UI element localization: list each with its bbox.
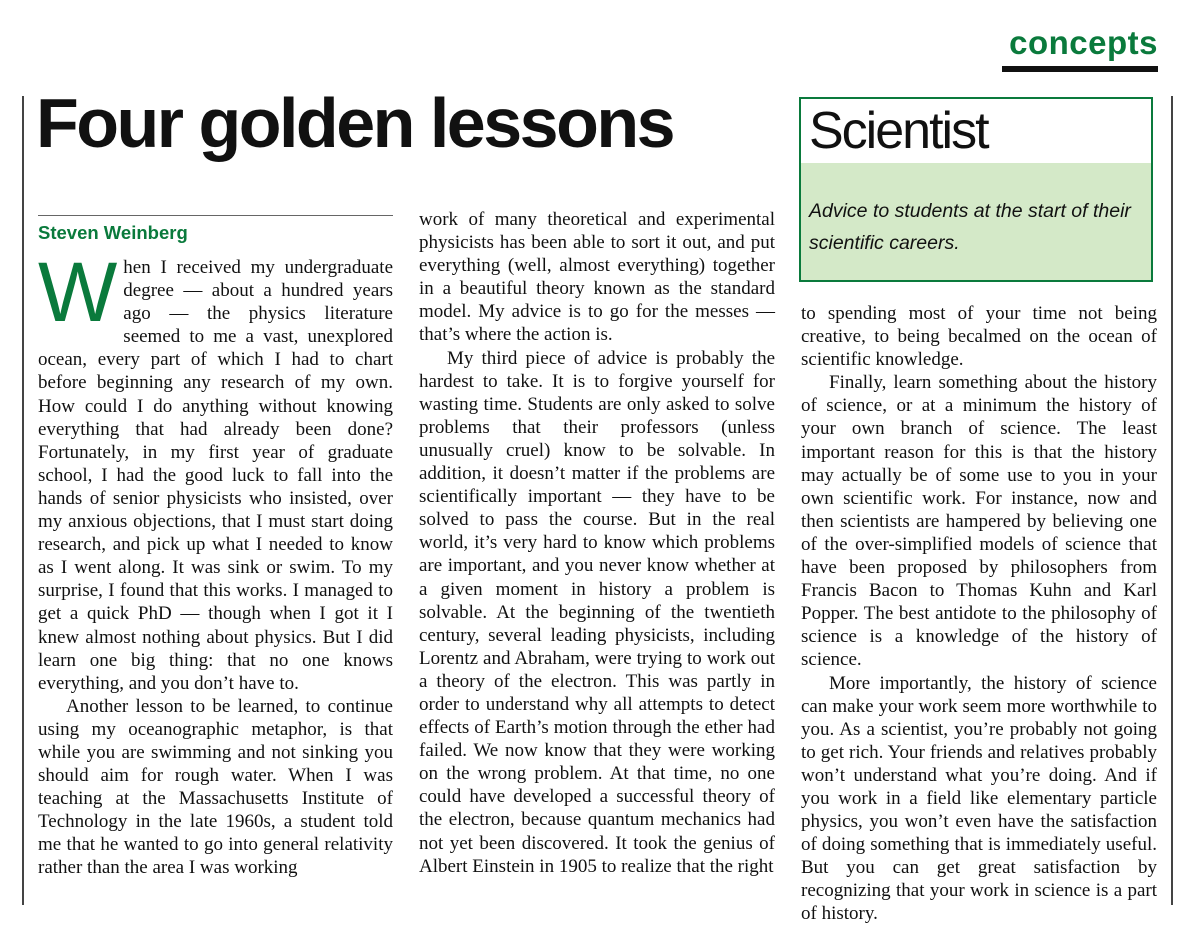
sidebar-subtitle: Advice to students at the start of their scientific careers. bbox=[809, 200, 1131, 254]
paragraph bbox=[38, 245, 393, 695]
paragraph: More importantly, the history of science can make your work seem more worthwhile to you. As a scientist, you’re probably not going to get rich. Your friends and relatives probably won’t understand what you’re doing. And if you work in a field like elementary particle physics, you won’t even have the satisfaction of doing something that is immediately useful. But you can get great satisfaction by recognizing that your work in science is a part of history. bbox=[801, 672, 1157, 925]
sidebar-box bbox=[799, 97, 1153, 282]
sidebar-title: Scientist bbox=[809, 102, 988, 160]
drop-cap: W bbox=[38, 245, 118, 339]
text-column-3 bbox=[801, 302, 1157, 926]
paragraph-text: hen I received my undergraduate degree — about a hundred years ago — the physics literature seemed to me a vast, unexplored ocean, every part of which I had to chart before beginning any research of my own. How could I do anything without knowing everything that had already been done? Fortunately, in my first year of graduate school, I had the good luck to fall into the hands of senior physicists who insisted, over my anxious objections, that I must start doing research, and pick up what I needed to know as I went along. It was sink or swim. To my surprise, I found that this works. I managed to get a quick PhD — though when I got it I knew almost nothing about physics. But I did learn one big thing: that no one knows everything, and you don’t have to. bbox=[38, 257, 393, 694]
left-column-rule bbox=[22, 96, 24, 905]
paragraph: Finally, learn something about the history of science, or at a minimum the history of your own branch of science. The least important reason for this is that the history may actually be of some use to you in your own scientific work. For instance, now and then scientists are hampered by believing one of the over-simplified models of science that have been proposed by philosophers from Francis Bacon to Thomas Kuhn and Karl Popper. The best antidote to the philosophy of science is a knowledge of the history of science. bbox=[801, 372, 1157, 671]
author-byline: Steven Weinberg bbox=[38, 222, 188, 243]
text-column-1 bbox=[38, 245, 393, 880]
paragraph: to spending most of your time not being creative, to being becalmed on the ocean of scientific knowledge. bbox=[801, 303, 1157, 371]
text-column-2 bbox=[419, 208, 775, 878]
section-label-rule bbox=[1002, 66, 1158, 72]
byline-rule bbox=[38, 215, 393, 216]
section-label: concepts bbox=[1009, 24, 1158, 61]
paragraph: My third piece of advice is probably the hardest to take. It is to forgive yourself for wasting time. Students are only asked to solve problems that their professors (unless unusually cruel) know to be solvable. In addition, it doesn’t matter if the problems are scientifically important — they have to be solved to pass the course. But in the real world, it’s very hard to know which problems are important, and you never know whether at a given moment in history a problem is solvable. At the beginning of the twentieth century, several leading physicists, including Lorentz and Abraham, were trying to work out a theory of the electron. This was partly in order to understand why all attempts to detect effects of Earth’s motion through the ether had failed. We now know that they were working on the wrong problem. At that time, no one could have developed a successful theory of the electron, because quantum mechanics had not yet been discovered. It took the genius of Albert Einstein in 1905 to realize that the right bbox=[419, 347, 775, 877]
right-column-rule bbox=[1171, 96, 1173, 905]
paragraph: work of many theoretical and experimental physicists has been able to sort it out, and put everything (well, almost everything) together in a beautiful theory known as the standard model. My advice is to go for the messes — that’s where the action is. bbox=[419, 209, 775, 346]
article-title: Four golden lessons bbox=[36, 84, 674, 162]
paragraph: Another lesson to be learned, to continue using my oceanographic metaphor, is that while you are swimming and not sinking you should aim for rough water. When I was teaching at the Massachusetts Institute of Technology in the late 1960s, a student told me that he wanted to go into general relativity rather than the area I was working bbox=[38, 695, 393, 879]
